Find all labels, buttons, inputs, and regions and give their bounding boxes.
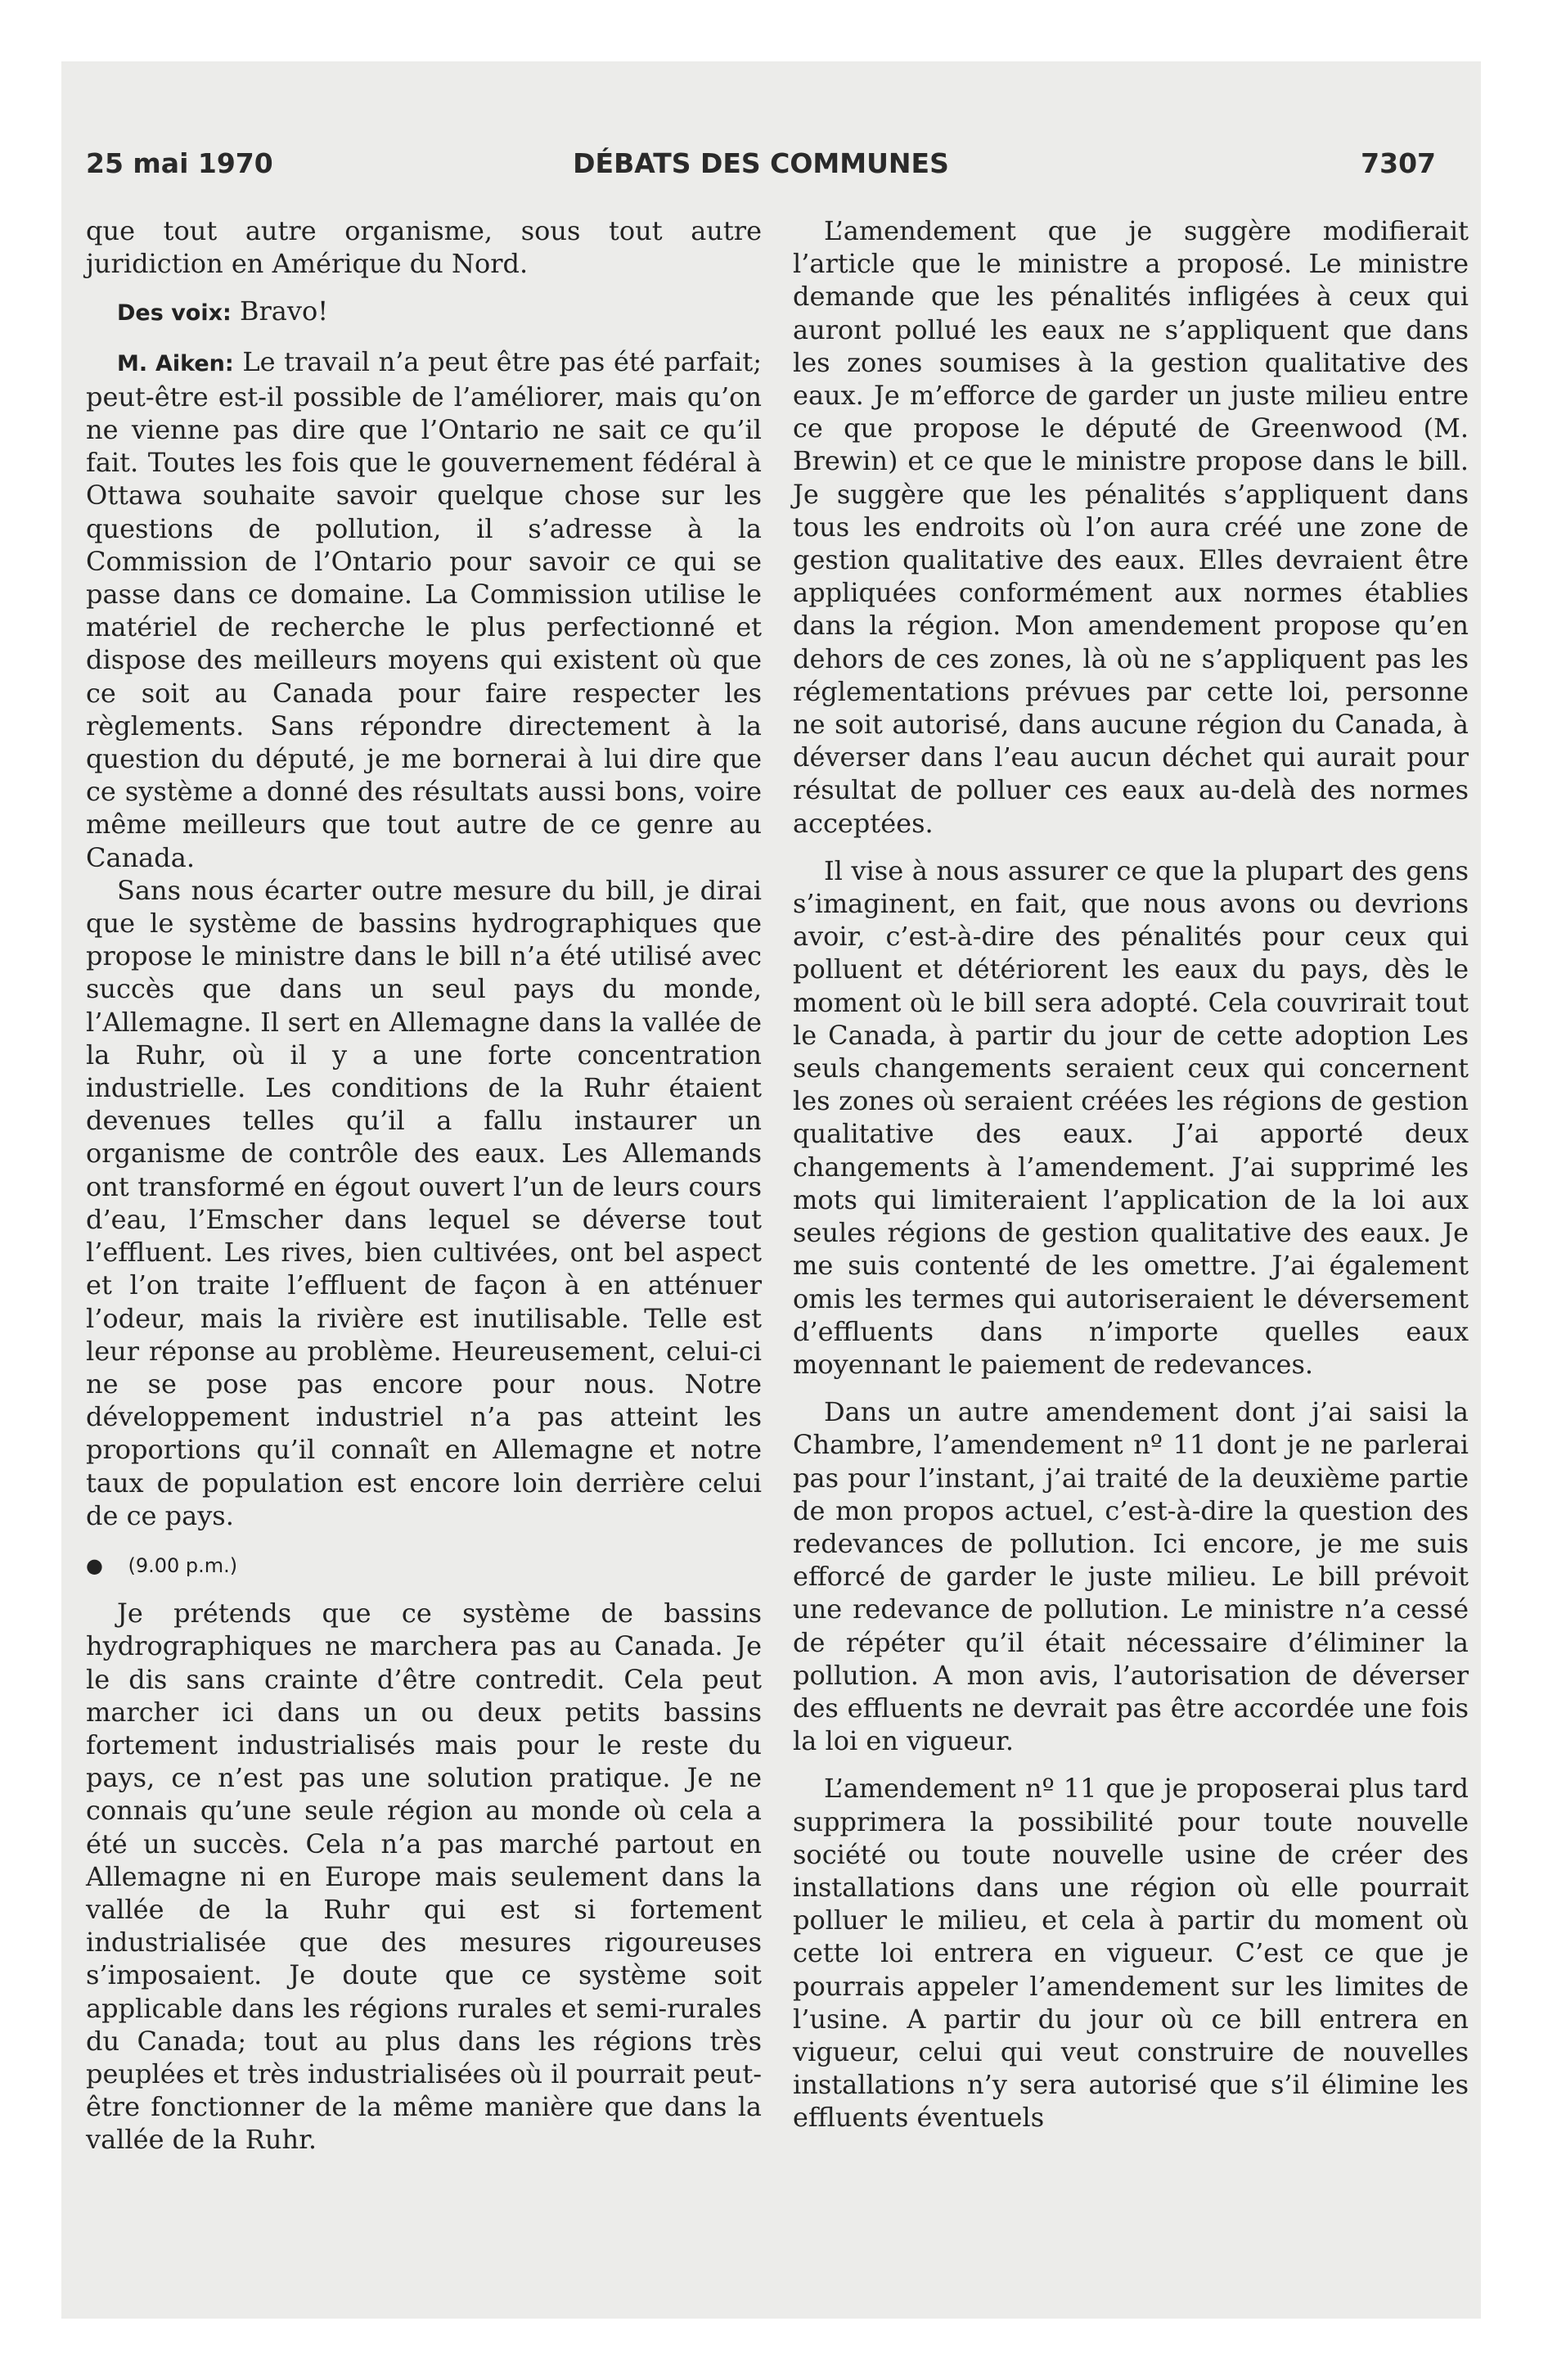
header-page-number: 7307 (1361, 147, 1436, 179)
bullet-icon: ● (86, 1553, 103, 1577)
paragraph: Dans un autre amendement dont j’ai saisi la Chambre, l’amendement nº 11 dont je ne parlerai pas pour l’instant, j’ai traité de la deuxième partie de mon propos actuel, c’est-à-dire la question des redevances de pollution. Ici encore, je me suis efforcé de garder le juste milieu. Le bill prévoit une redevance de pollution. Le ministre n’a cessé de répéter qu’il était nécessaire d’éliminer la pollution. A mon avis, l’autorisation de déverser des effluents ne devrait pas être accordée une fois la loi en vigueur. (793, 1396, 1469, 1757)
speaker-name: M. Aiken: (117, 350, 234, 376)
speech-text: Le travail n’a peut être pas été parfait; peut-être est-il possible de l’améliorer, mais qu’on ne vienne pas dire que l’Ontario ne sait ce qu’il fait. Toutes les fois que le gouvernement fédéral à Ottawa souhaite savoir quelque chose sur les questions de pollution, il s’adresse à la Commission de l’Ontario pour savoir ce qui se passe dans ce domaine. La Commission utilise le matériel de recherche le plus perfectionné et dispose des meilleurs moyens qui existent où que ce soit au Canada pour faire respecter les règlements. Sans répondre directement à la question du député, je me bornerai à lui dire que ce système a donné des résultats aussi bons, voire même meilleurs que tout autre de ce genre au Canada. (86, 345, 762, 873)
paragraph: Sans nous écarter outre mesure du bill, je dirai que le système de bassins hydrographiques que propose le ministre dans le bill n’a été utilisé avec succès que dans un seul pays du monde, l’Allemagne. Il sert en Allemagne dans la vallée de la Ruhr, où il y a une forte concentration industrielle. Les conditions de la Ruhr étaient devenues telles qu’il a fallu instaurer un organisme de contrôle des eaux. Les Allemands ont transformé en égout ouvert l’un de leurs cours d’eau, l’Emscher dans lequel se déverse tout l’effluent. Les rives, bien cultivées, ont bel aspect et l’on traite l’effluent de façon à en atténuer l’odeur, mais la rivière est inutilisable. Telle est leur réponse au problème. Heureusement, celui-ci ne se pose pas encore pour nous. Notre développement industriel n’a pas atteint les proportions qu’il connaît en Allemagne et notre taux de population est encore loin derrière celui de ce pays. (86, 874, 762, 1531)
paragraph: que tout autre organisme, sous tout autre juridiction en Amérique du Nord. (86, 215, 762, 280)
speaker-name: Des voix: (117, 300, 232, 327)
time-marker (86, 1547, 762, 1582)
paragraph: Il vise à nous assurer ce que la plupart des gens s’imaginent, en fait, que nous avons ou devrions avoir, c’est-à-dire des pénalités pour ceux qui polluent et détériorent les eaux du pays, dès le moment où le bill sera adopté. Cela couvrirait tout le Canada, à partir du jour de cette adoption Les seuls changements seraient ceux qui concernent les zones où seraient créées les régions de gestion qualitative des eaux. J’ai apporté deux changements à l’amendement. J’ai supprimé les mots qui limiteraient l’application de la loi aux seules régions de gestion qualitative des eaux. Je me suis contenté de les omettre. J’ai également omis les termes qui autoriseraient le déversement d’effluents dans n’importe quelles eaux moyennant le paiement de redevances. (793, 854, 1469, 1380)
left-column (86, 214, 762, 2157)
page-header (86, 147, 1436, 188)
speech-text: Bravo! (231, 295, 329, 327)
header-date: 25 mai 1970 (86, 147, 273, 179)
paragraph: L’amendement nº 11 que je proposerai plus tard supprimera la possibilité pour toute nouvelle société ou toute nouvelle usine de créer des installations dans une région où elle pourrait polluer le milieu, et cela à partir du moment où cette loi entrera en vigueur. C’est ce que je pourrais appeler l’amendement sur les limites de l’usine. A partir du jour où ce bill entrera en vigueur, celui qui veut construire de nouvelles installations n’y sera autorisé que s’il élimine les effluents éventuels (793, 1773, 1469, 2134)
time-stamp: (9.00 p.m.) (128, 1553, 238, 1577)
paragraph: L’amendement que je suggère modifierait l’article que le ministre a proposé. Le ministre demande que les pénalités infligées à ceux qui auront pollué les eaux ne s’appliquent que dans les zones soumises à la gestion qualitative des eaux. Je m’efforce de garder un juste milieu entre ce que propose le député de Greenwood (M. Brewin) et ce que le ministre propose dans le bill. Je suggère que les pénalités s’appliquent dans tous les endroits où l’on aura créé une zone de gestion qualitative des eaux. Elles devraient être appliquées conformément aux normes établies dans la région. Mon amendement propose qu’en dehors de ces zones, là où ne s’appliquent pas les réglementations prévues par cette loi, personne ne soit autorisé, dans aucune région du Canada, à déverser dans l’eau aucun déchet qui aurait pour résultat de polluer ces eaux au-delà des normes acceptées. (793, 215, 1469, 839)
header-title: DÉBATS DES COMMUNES (573, 147, 949, 179)
paragraph (86, 345, 762, 874)
paragraph (86, 295, 762, 330)
paragraph: Je prétends que ce système de bassins hydrographiques ne marchera pas au Canada. Je le dis sans crainte d’être contredit. Cela peut marcher ici dans un ou deux petits bassins fortement industrialisés mais pour le reste du pays, ce n’est pas une solution pratique. Je ne connais qu’une seule région au monde où cela a été un succès. Cela n’a pas marché partout en Allemagne ni en Europe mais seulement dans la vallée de la Ruhr qui est si fortement industrialisée que des mesures rigoureuses s’imposaient. Je doute que ce système soit applicable dans les régions rurales et semi-rurales du Canada; tout au plus dans les régions très peuplées et très industrialisées où il pourrait peut-être fonctionner de la même manière que dans la vallée de la Ruhr. (86, 1598, 762, 2156)
right-column (793, 214, 1469, 2134)
